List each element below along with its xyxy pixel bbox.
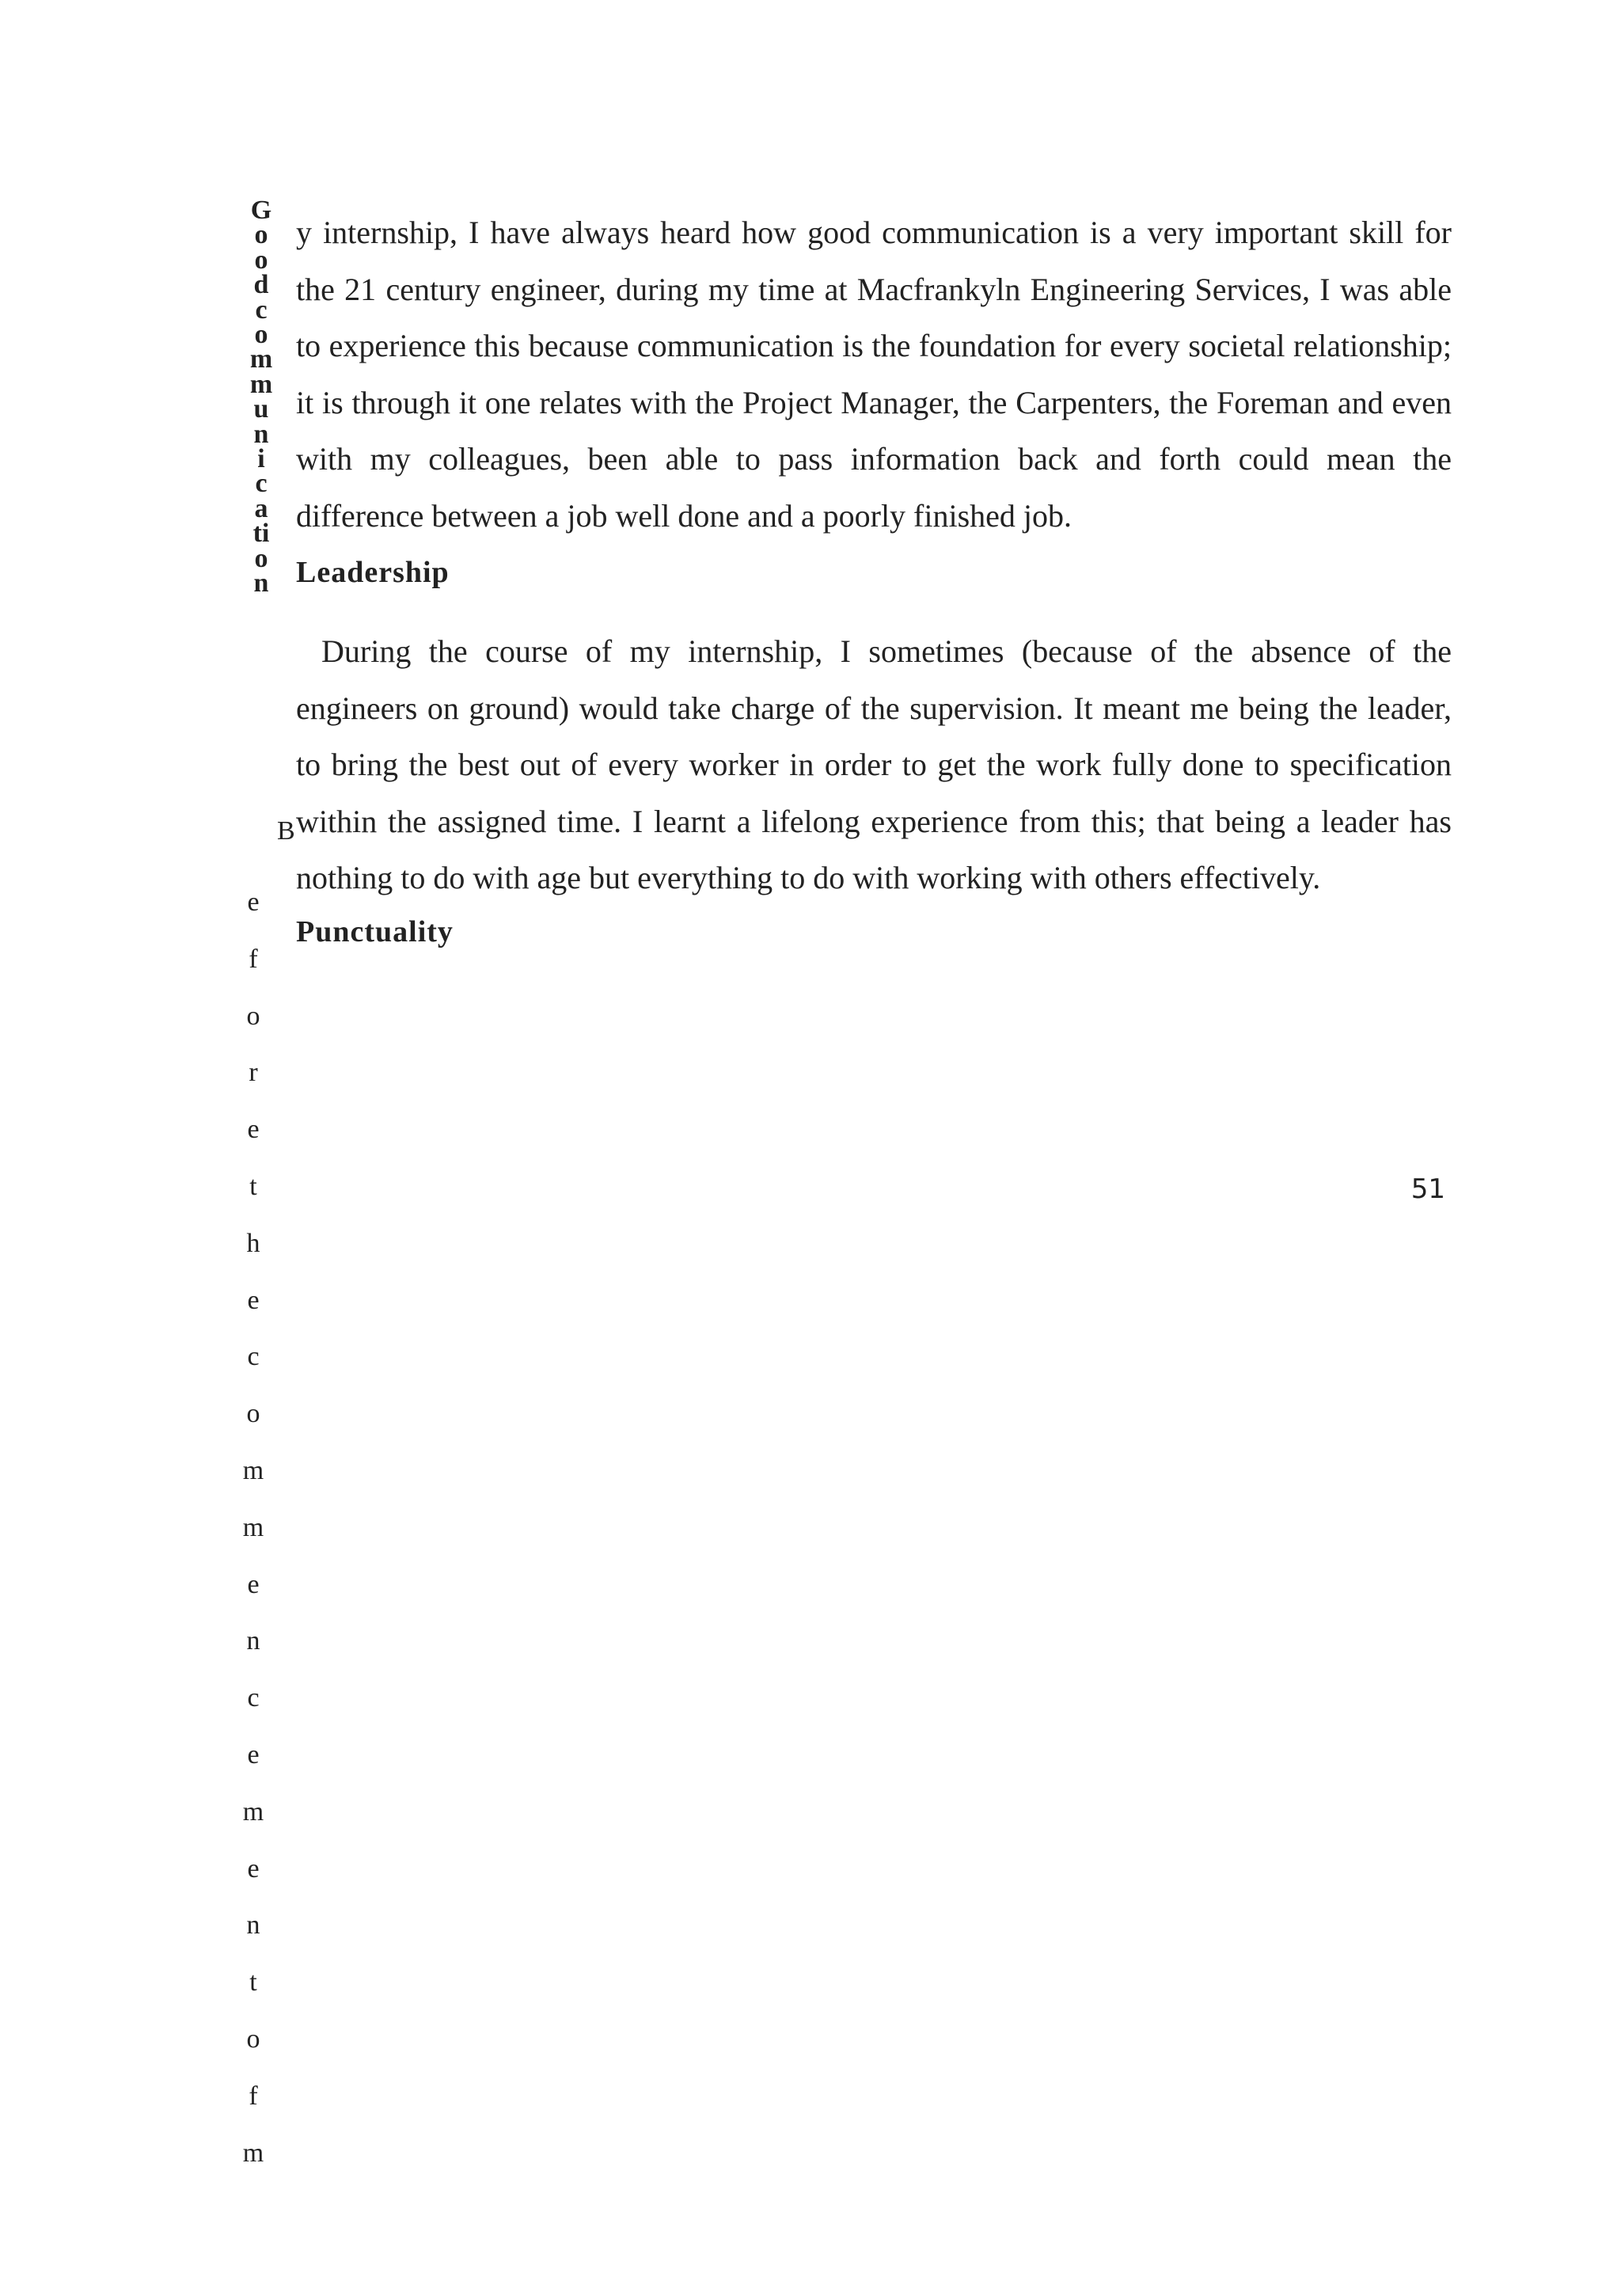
- vertical-letter: c: [247, 1342, 260, 1372]
- vertical-letter: m: [249, 369, 273, 399]
- vertical-letter: o: [246, 1001, 260, 1031]
- vertical-letter: u: [253, 394, 269, 424]
- vertical-letter: n: [246, 1626, 260, 1656]
- vertical-letter: t: [249, 1967, 257, 1998]
- vertical-letter: e: [247, 1739, 260, 1770]
- vertical-letter: o: [246, 1399, 260, 1429]
- vertical-bold-heading: [245, 196, 277, 599]
- vertical-letter: n: [253, 419, 269, 449]
- vertical-letter: c: [247, 1683, 260, 1713]
- paragraph-leadership: During the course of my internship, I sometimes (because of the absence of the engineers on ground) would take charge of the supervision. It meant me being the leader, to bring the best out of every worker in order to get the work fully done to specification within the assigned time. I learnt a lifelong experience from this; that being a leader has nothing to do with age but everything to do with working with others effectively.: [296, 633, 1452, 895]
- body-content: [296, 204, 1452, 951]
- vertical-letter: o: [254, 245, 268, 275]
- vertical-letter: o: [254, 320, 268, 350]
- page-number: 51: [1410, 1173, 1445, 1205]
- vertical-letter: h: [246, 1228, 260, 1258]
- vertical-letter: a: [254, 493, 268, 523]
- vertical-letter: ti: [252, 519, 270, 549]
- vertical-letter: m: [242, 1796, 264, 1827]
- vertical-letter: c: [255, 469, 268, 499]
- heading-leadership: Leadership: [296, 556, 450, 589]
- vertical-letter: o: [254, 543, 268, 573]
- vertical-regular-text: [237, 874, 269, 2181]
- vertical-initial-letter: B: [277, 816, 295, 846]
- vertical-letter: m: [242, 2138, 264, 2168]
- vertical-letter: f: [249, 2081, 258, 2111]
- vertical-letter: e: [247, 1853, 260, 1884]
- vertical-letter: m: [249, 344, 273, 374]
- vertical-letter: e: [247, 1115, 260, 1145]
- vertical-letter: t: [249, 1171, 257, 1201]
- vertical-letter: e: [247, 1285, 260, 1315]
- vertical-letter: o: [254, 220, 268, 250]
- vertical-letter: c: [255, 295, 268, 325]
- vertical-letter: G: [250, 196, 272, 225]
- paragraph-communication: y internship, I have always heard how good communication is a very important skill for the 21 century engineer, during my time at Macfrankyln Engineering Services, I was able to experience this because communication is the foundation for every societal relationship; it is through it one relates with the Project Manager, the Carpenters, the Foreman and even with my colleagues, been able to pass information back and forth could mean the difference between a job well done and a poorly finished job.: [296, 215, 1452, 534]
- vertical-letter: n: [246, 1910, 260, 1941]
- vertical-letter: d: [253, 270, 269, 300]
- vertical-letter: e: [247, 888, 260, 917]
- vertical-letter: m: [242, 1512, 264, 1542]
- vertical-letter: n: [253, 568, 269, 599]
- vertical-letter: e: [247, 1569, 260, 1599]
- vertical-letter: i: [257, 444, 265, 474]
- heading-punctuality: Punctuality: [296, 914, 454, 948]
- vertical-letter: r: [249, 1058, 258, 1088]
- vertical-letter: o: [246, 2024, 260, 2054]
- vertical-letter: f: [249, 944, 258, 974]
- vertical-letter: m: [242, 1455, 264, 1485]
